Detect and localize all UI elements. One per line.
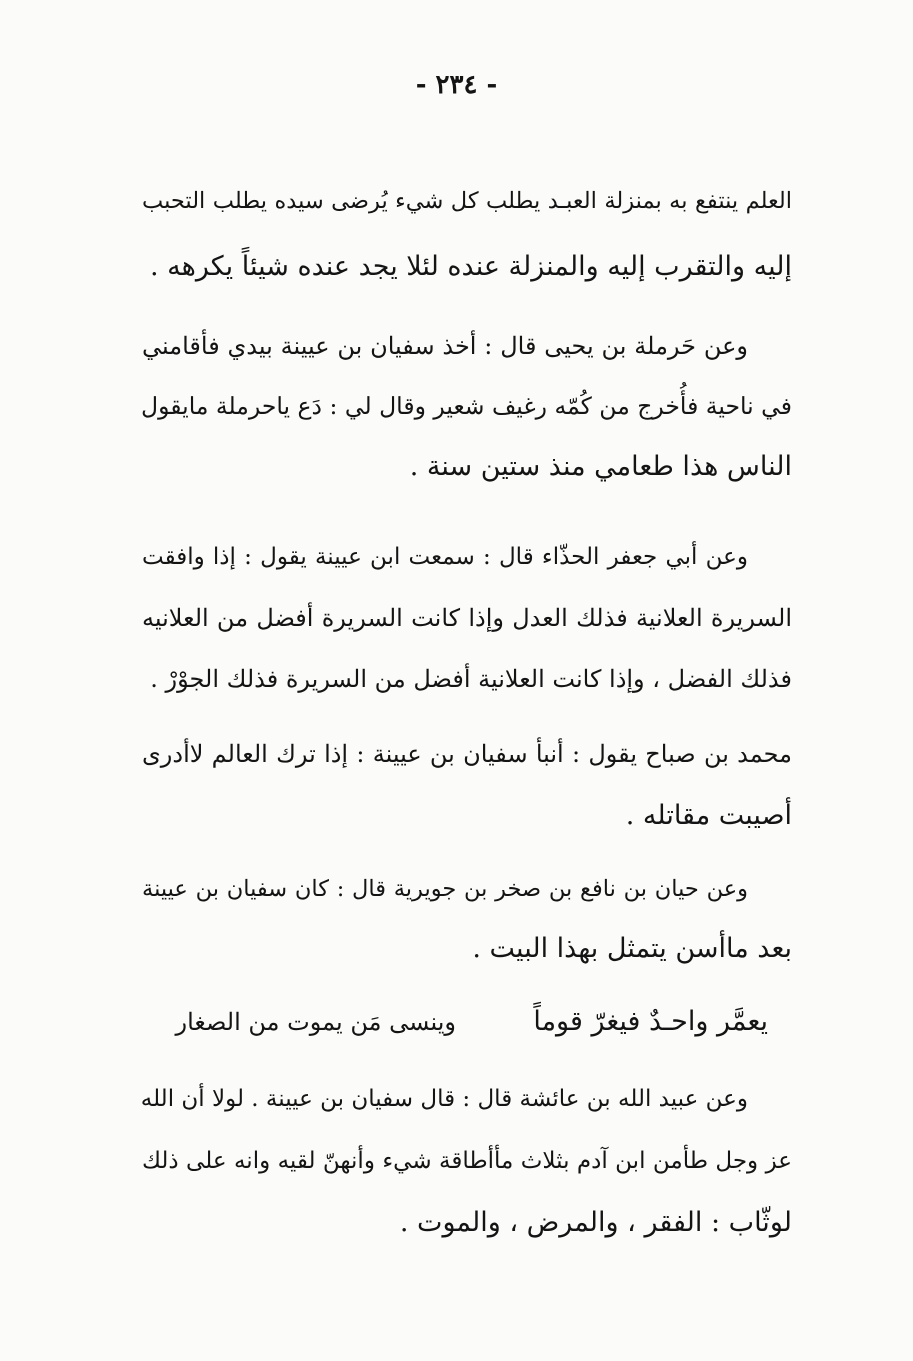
text-line: وعن أبي جعفر الحذّاء قال : سمعت ابن عيينة يقول : إذا وافقت <box>142 544 748 570</box>
text-line: بعد ماأسن يتمثل بهذا البيت . <box>472 933 792 964</box>
text-line: أصيبت مقاتله . <box>625 800 792 831</box>
text-line: محمد بن صباح يقول : أنبأ سفيان بن عيينة : إذا ترك العالم لاأدرى <box>142 740 792 768</box>
text-line: السريرة العلانية فذلك العدل وإذا كانت السريرة أفضل من العلانيه <box>142 604 792 632</box>
text-line: لوثّاب : الفقر ، والمرض ، والموت . <box>399 1207 792 1238</box>
verse-second-hemistich: وينسى مَن يموت من الصغار <box>175 1008 456 1036</box>
text-line: وعن حَرملة بن يحيى قال : أخذ سفيان بن عيينة بيدي فأقامني <box>142 332 748 360</box>
verse-first-hemistich: يعمَّر واحـدٌ فيغرّ قوماً <box>533 1006 768 1037</box>
text-line: في ناحية فأُخرج من كُمّه رغيف شعير وقال لي : دَع ياحرملة مايقول <box>141 392 792 420</box>
text-line: وعن عبيد الله بن عائشة قال : قال سفيان بن عيينة . لولا أن الله <box>140 1086 748 1112</box>
text-line: الناس هذا طعامي منذ ستين سنة . <box>409 451 792 482</box>
text-line: عز وجل طأمن ابن آدم بثلاث مأأطاقة شيء وأنهنّ لقيه وانه على ذلك <box>142 1148 792 1174</box>
text-line: فذلك الفضل ، وإذا كانت العلانية أفضل من السريرة فذلك الجوْرْ . <box>150 665 792 693</box>
text-line: العلم ينتفع به بمنزلة العبـد يطلب كل شيء يُرضى سيده يطلب التحبب <box>142 188 792 214</box>
text-line: وعن حيان بن نافع بن صخر بن جويرية قال : كان سفيان بن عيينة <box>142 876 748 902</box>
text-line: إليه والتقرب إليه والمنزلة عنده لئلا يجد عنده شيئاً يكرهه . <box>149 251 792 282</box>
page-number: - ٢٣٤ - <box>415 70 498 100</box>
